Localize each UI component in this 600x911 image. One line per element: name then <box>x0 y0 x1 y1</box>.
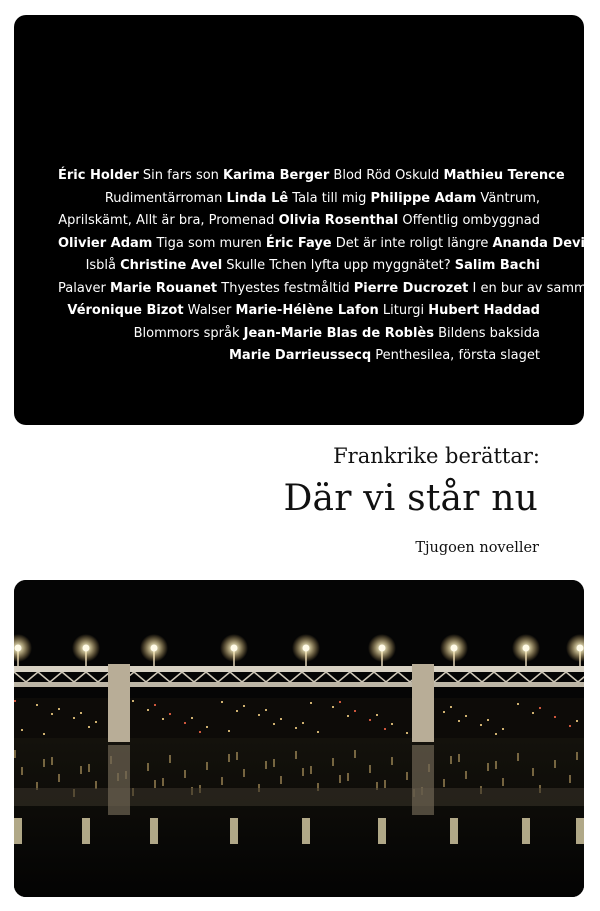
author-name: Jean-Marie Blas de Roblès <box>243 325 434 341</box>
city-light-reflection <box>532 768 534 776</box>
city-light <box>258 714 260 716</box>
author-name: Marie Rouanet <box>109 280 218 296</box>
city-light <box>243 705 245 707</box>
city-light-reflection <box>495 761 497 769</box>
city-light <box>443 711 445 713</box>
story-title: Walser <box>183 303 236 318</box>
city-light <box>517 703 519 705</box>
lamp-bulb <box>523 645 530 652</box>
city-light-reflection <box>206 762 208 770</box>
author-name: Olivier Adam <box>58 235 153 251</box>
city-light-reflection <box>51 757 53 765</box>
pier-reflection-left <box>108 745 130 815</box>
lamp-reflection <box>522 818 530 844</box>
bridge-deck <box>14 666 584 672</box>
city-light <box>265 709 267 711</box>
author-name: Salim Bachi <box>454 258 540 273</box>
author-name: Christine Avel <box>120 258 223 273</box>
city-light <box>147 709 149 711</box>
bridge-pier-right <box>412 664 434 742</box>
city-light <box>302 722 304 724</box>
city-light <box>206 726 208 728</box>
city-light-reflection <box>243 769 245 777</box>
author-name: Marie-Hélène Lafon <box>235 303 379 318</box>
city-light <box>576 720 578 722</box>
city-light <box>450 706 452 708</box>
story-title: I en bur av sammet <box>468 280 600 296</box>
bridge-reflection <box>14 788 584 806</box>
city-light <box>480 724 482 726</box>
city-light-reflection <box>58 774 60 782</box>
contents-line <box>58 323 540 346</box>
city-light <box>376 714 378 716</box>
city-light <box>295 727 297 729</box>
city-light <box>95 721 97 723</box>
city-light-reflection <box>302 768 304 776</box>
author-name: Éric Holder <box>58 168 139 183</box>
lamp-bulb <box>151 645 158 652</box>
city-light-reflection <box>576 752 578 760</box>
contents-list <box>58 165 600 368</box>
city-light <box>199 731 201 733</box>
story-title: Penthesilea, första slaget <box>371 348 540 363</box>
city-light-reflection <box>95 781 97 789</box>
story-title: Skulle Tchen lyfta upp myggnätet? <box>222 258 455 273</box>
author-name: Marie Darrieussecq <box>229 348 372 363</box>
city-light <box>317 731 319 733</box>
city-light-reflection <box>384 780 386 788</box>
lamp-reflection <box>14 818 22 844</box>
city-light-reflection <box>406 772 408 780</box>
lamp-reflection <box>302 818 310 844</box>
author-name: Véronique Bizot <box>67 303 184 318</box>
author-name: Éric Faye <box>265 235 332 251</box>
city-light-reflection <box>280 776 282 784</box>
story-title: Rudimentärroman <box>104 190 227 206</box>
city-light-reflection <box>21 767 23 775</box>
city-light <box>162 718 164 720</box>
city-light-reflection <box>487 763 489 771</box>
lamp-bulb <box>451 645 458 652</box>
story-title: Blod Röd Oskuld <box>329 168 444 183</box>
city-light <box>228 730 230 732</box>
author-name: Ananda Devi <box>492 235 585 251</box>
city-light <box>51 713 53 715</box>
city-light <box>88 726 90 728</box>
city-light <box>58 708 60 710</box>
city-light <box>280 718 282 720</box>
city-silhouette <box>14 698 584 738</box>
author-name: Mathieu Terence <box>443 168 565 183</box>
contents-line <box>58 300 540 323</box>
lamp-reflection <box>450 818 458 844</box>
city-light <box>339 701 341 703</box>
city-light-reflection <box>162 778 164 786</box>
story-title: Blommors språk <box>133 325 244 341</box>
lamp-bulb <box>231 645 238 652</box>
city-light <box>458 720 460 722</box>
city-light-reflection <box>502 778 504 786</box>
city-light <box>273 723 275 725</box>
story-title: Bildens baksida <box>433 325 540 341</box>
lamp-bulb <box>83 645 90 652</box>
city-light-reflection <box>154 780 156 788</box>
city-light <box>369 719 371 721</box>
city-light-reflection <box>236 752 238 760</box>
city-light <box>310 702 312 704</box>
city-light-reflection <box>88 764 90 772</box>
city-light-reflection <box>147 763 149 771</box>
city-light-reflection <box>465 771 467 779</box>
author-name: Karima Berger <box>223 168 330 183</box>
city-light-reflection <box>339 775 341 783</box>
lamp-reflection <box>230 818 238 844</box>
city-light <box>21 729 23 731</box>
lamp-bulb <box>303 645 310 652</box>
city-light-reflection <box>517 753 519 761</box>
author-name: Olivia Rosenthal <box>278 213 399 228</box>
lamp-reflection <box>378 818 386 844</box>
city-light <box>236 710 238 712</box>
book-title: Där vi står nu <box>283 478 538 519</box>
city-light-reflection <box>458 754 460 762</box>
city-light <box>391 723 393 725</box>
city-light <box>502 728 504 730</box>
city-light <box>132 700 134 702</box>
city-light-reflection <box>391 757 393 765</box>
contents-line <box>58 255 540 278</box>
lamp-reflection <box>82 818 90 844</box>
city-light <box>532 712 534 714</box>
city-light <box>384 728 386 730</box>
city-light-reflection <box>80 766 82 774</box>
story-title: Isblå <box>85 258 121 273</box>
story-title: Thyestes festmåltid <box>217 280 354 296</box>
city-light-reflection <box>43 759 45 767</box>
city-light-reflection <box>369 765 371 773</box>
city-light <box>539 707 541 709</box>
story-title: Aprilskämt, Allt är bra, Promenad <box>58 213 279 228</box>
city-light <box>169 713 171 715</box>
city-light <box>184 722 186 724</box>
story-title: Sin fars son <box>138 168 224 183</box>
city-light-reflection <box>184 770 186 778</box>
city-light <box>154 704 156 706</box>
city-light-reflection <box>221 777 223 785</box>
city-light <box>221 701 223 703</box>
river-water <box>14 738 584 897</box>
lamp-reflection <box>576 818 584 844</box>
city-light <box>465 715 467 717</box>
contents-line <box>58 278 600 301</box>
author-name: Linda Lê <box>226 190 289 206</box>
city-light-reflection <box>265 761 267 769</box>
author-name: Philippe Adam <box>370 190 477 206</box>
city-light <box>406 732 408 734</box>
author-name: Hubert Haddad <box>428 303 540 318</box>
city-light <box>554 716 556 718</box>
story-title: Palaver <box>58 280 110 296</box>
cover-tagline: Tjugoen noveller <box>415 540 539 556</box>
pier-reflection-right <box>412 745 434 815</box>
bridge-illustration <box>14 580 584 897</box>
city-light-reflection <box>443 779 445 787</box>
city-light <box>191 717 193 719</box>
story-title: Offentlig ombyggnad <box>398 213 540 228</box>
contents-line <box>58 233 585 256</box>
city-light-reflection <box>450 756 452 764</box>
city-light-reflection <box>554 760 556 768</box>
story-title: Liturgi <box>378 303 429 318</box>
story-title: Tala till mig <box>288 190 371 206</box>
city-light-reflection <box>569 775 571 783</box>
city-light-reflection <box>310 766 312 774</box>
city-light <box>14 700 16 702</box>
city-light <box>495 733 497 735</box>
lamp-bulb <box>379 645 386 652</box>
city-light-reflection <box>273 759 275 767</box>
city-light-reflection <box>14 750 16 758</box>
city-light <box>36 704 38 706</box>
contents-line <box>58 165 565 188</box>
city-light <box>80 712 82 714</box>
lamp-bulb <box>577 645 584 652</box>
city-light <box>487 719 489 721</box>
cover-subtitle: Frankrike berättar: <box>333 444 540 468</box>
contents-line <box>58 188 540 211</box>
lamp-reflection <box>150 818 158 844</box>
city-light-reflection <box>228 754 230 762</box>
city-light-reflection <box>347 773 349 781</box>
author-name: Pierre Ducrozet <box>353 280 469 296</box>
bridge-night-photo <box>14 580 584 897</box>
story-title: Väntrum, <box>476 190 540 206</box>
contents-line <box>58 210 540 233</box>
city-light-reflection <box>354 750 356 758</box>
contents-line <box>58 345 540 368</box>
story-title: Det är inte roligt längre <box>331 235 493 251</box>
bridge-lower-chord <box>14 682 584 687</box>
city-light <box>347 715 349 717</box>
city-light <box>43 733 45 735</box>
city-light-reflection <box>332 758 334 766</box>
city-light <box>354 710 356 712</box>
contents-panel <box>14 15 600 425</box>
story-title: Tiga som muren <box>152 235 266 251</box>
lamp-bulb <box>15 645 22 652</box>
city-light-reflection <box>295 751 297 759</box>
city-light <box>332 706 334 708</box>
city-light-reflection <box>169 755 171 763</box>
bridge-pier-left <box>108 664 130 742</box>
city-light <box>569 725 571 727</box>
city-light <box>73 717 75 719</box>
